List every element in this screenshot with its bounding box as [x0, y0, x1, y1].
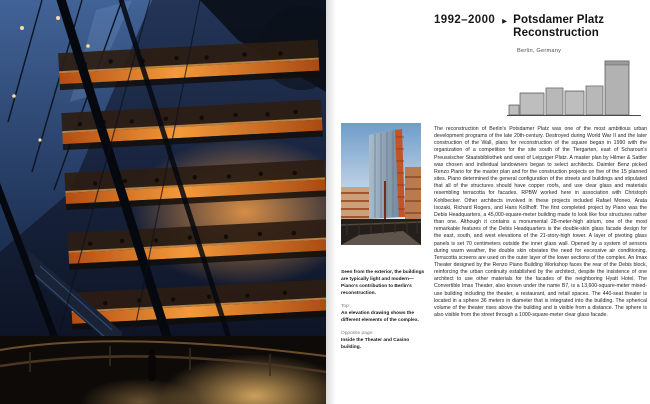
arrow-right-icon: ▶ [502, 18, 508, 25]
caption-main: Seen from the exterior, the buildings are typically light and modern—Piano's contribution to Berlin's reconstruction. [341, 270, 425, 296]
debis-tower-photo [341, 123, 421, 245]
chapter-header [434, 14, 604, 40]
title-line-1: Potsdamer Platz [513, 14, 605, 26]
caption-opposite-text: Inside the Theater and Casino building. [341, 338, 410, 350]
caption-opposite-label: Opposite page: [341, 331, 374, 336]
page-title [513, 14, 604, 40]
elevation-drawing [505, 57, 645, 121]
caption-top-label: Top: [341, 304, 351, 309]
caption-top-text: An elevation drawing shows the different elements of the complex. [341, 311, 419, 323]
project-location: Berlin, Germany [517, 48, 562, 54]
title-line-2: Reconstruction [513, 27, 599, 39]
page-gutter [326, 0, 336, 404]
project-years: 1992–2000 [434, 14, 496, 26]
body-paragraph: The reconstruction of Berlin's Potsdamer Platz was one of the most ambitious urban development programs of the late 20th-century. Destroyed during World War II and the later construction of the Wall, plans for reconstruction of the square began in 1990 with the organization of a competition for the site south of the Tiergarten, east of Scharoun's Preussischer Staatsbibliothek and west of Leipziger Platz. A master plan by Hilmer & Sattler was chosen and individual landowners began to select architects. Daimler Benz picked Renzo Piano for the master plan and for the construction projects on five of the 15 planned sites. Piano determined the general configuration of the streets and buildings and stipulated that all of the structures should have copper roofs, and use clear glass and materials resembling terracotta for facades. RPBW worked here in association with Christoph Kohlbecker. Other architects involved in these projects included Rafael Moneo, Arata Isozaki, Richard Rogers, and Hans Kollhoff. The first completed project by Piano was the Debis Headquarters, a 45,000-square-meter building made to look like four structures rather than one. Although it contains a monumental 28-meter-high atrium, one of the most remarkable features of the Debis Headquarters is the double-skin glass facade design for the east, south, and west elevations of the 21-story-high tower. A layer of pivoting glass panels is set 70 centimeters outside the inner glass wall. Opened by a system of sensors during warm weather, the double skin obviates the need for excessive air conditioning. Terracotta screens are used on the outer layer of the lower sections of the complex. An Imax Theater designed by the Renzo Piano Building Workshop faces the rear of the Debis block, reinforcing the urban continuity established by the architect, despite the insistence of one architect to use other materials for the facades of the neighboring Hyatt Hotel. The Convertible Imax Theater, also known under the name B7, is a 13,600-square-meter mixed-use building including the theater, a restaurant, and retail spaces. The 440-seat theater is located in a sphere 36 meters in diameter that is integrated into the building. The spherical volume of the theater rises above the building and is visible from a distance. The sphere is also visible from the street through a 1000-square-meter clear glass facade. [434, 126, 647, 319]
caption-column [341, 269, 425, 351]
